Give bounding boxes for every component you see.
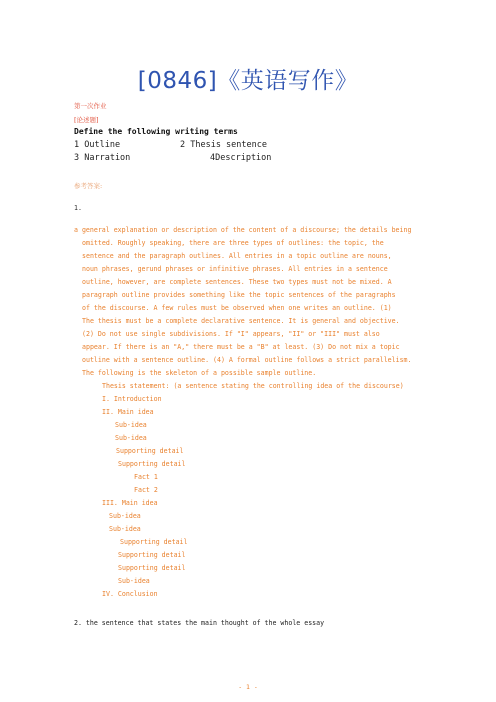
answer-line: of the discourse. A few rules must be observed when one writes an outline. (1) (82, 304, 392, 312)
answer-line: omitted. Roughly speaking, there are three types of outlines: the topic, the (82, 239, 384, 247)
page-number: - 1 - (238, 683, 258, 691)
outline-item: Sub-idea (109, 512, 141, 520)
outline-item: Supporting detail (118, 564, 186, 572)
outline-item: Fact 1 (134, 473, 158, 481)
term-description: 4Description (210, 153, 272, 163)
outline-item: Supporting detail (116, 447, 184, 455)
outline-item: Sub-idea (115, 434, 147, 442)
outline-item: Supporting detail (120, 538, 188, 546)
term-outline: 1 Outline (74, 140, 121, 150)
outline-item: Sub-idea (118, 577, 150, 585)
outline-item: I. Introduction (102, 395, 162, 403)
answer-line: (2) Do not use single subdivisions. If "I" appears, "II" or "III" must also (82, 330, 380, 338)
outline-item: III. Main idea (102, 499, 158, 507)
answer-line: sentence and the paragraph outlines. All entries in a topic outline are nouns, (82, 252, 392, 260)
question-type: [论述题] (74, 116, 99, 124)
outline-item: II. Main idea (102, 408, 154, 416)
term-thesis-sentence: 2 Thesis sentence (180, 140, 267, 150)
answer-line: appear. If there is an "A," there must be a "B" at least. (3) Do not mix a topic (82, 343, 400, 351)
answer-number: 1. (74, 204, 82, 212)
outline-item: Sub-idea (109, 525, 141, 533)
answer-line: The following is the skeleton of a possible sample outline. (82, 369, 317, 377)
outline-item: Supporting detail (118, 551, 186, 559)
outline-item: Sub-idea (115, 421, 147, 429)
term-narration: 3 Narration (74, 153, 131, 163)
answer-line: paragraph outline provides something like the topic sentences of the paragraphs (82, 291, 396, 299)
question-prompt: Define the following writing terms (74, 127, 238, 136)
answer-line: outline, however, are complete sentences. These two types must not be mixed. A (82, 278, 392, 286)
outline-item: Supporting detail (118, 460, 186, 468)
outline-item: IV. Conclusion (102, 590, 158, 598)
answer-line: a general explanation or description of the content of a discourse; the details being (74, 226, 412, 234)
outline-thesis: Thesis statement: (a sentence stating the controlling idea of the discourse) (102, 382, 404, 390)
answer-line: The thesis must be a complete declarative sentence. It is general and objective. (82, 317, 400, 325)
answer-label: 参考答案: (74, 182, 103, 190)
document-title: [0846]《英语写作》 (137, 68, 359, 94)
assignment-label: 第一次作业 (74, 102, 107, 110)
outline-item: Fact 2 (134, 486, 158, 494)
answer-line: noun phrases, gerund phrases or infinitive phrases. All entries in a sentence (82, 265, 388, 273)
answer-2: 2. the sentence that states the main thought of the whole essay (74, 619, 325, 627)
answer-line: outline with a sentence outline. (4) A formal outline follows a strict parallelism. (82, 356, 412, 364)
